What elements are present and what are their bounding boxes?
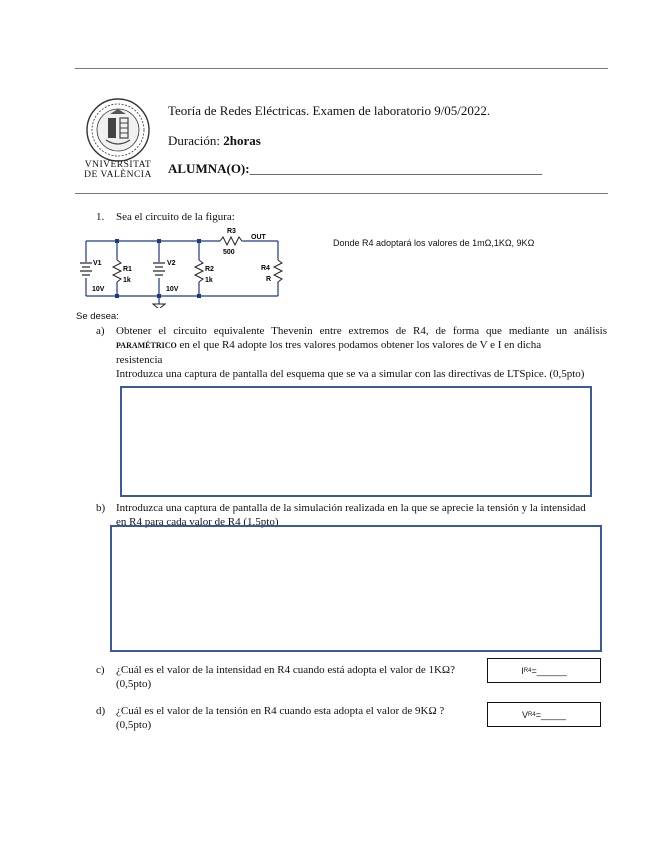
ground-icon	[153, 304, 165, 308]
r4-values-note: Donde R4 adoptará los valores de 1mΩ,1KΩ, 9KΩ	[333, 238, 535, 248]
r2-value: 1k	[205, 277, 213, 284]
answer-box-c[interactable]	[487, 658, 601, 683]
item-b-line-1: Introduzca una captura de pantalla de la simulación realizada en la que se aprecie la tensión y la intensidad	[116, 502, 586, 514]
v1-label: V1	[93, 260, 102, 267]
item-b-letter: b)	[96, 502, 106, 514]
node-dot	[157, 294, 161, 298]
university-seal-icon	[80, 96, 156, 166]
university-name	[80, 160, 156, 180]
item-c-text	[116, 663, 486, 691]
r3-label: R3	[227, 228, 236, 235]
answer-c-rest: =______	[531, 665, 567, 676]
circuit-diagram	[80, 226, 295, 308]
duration-value: 2horas	[223, 133, 261, 148]
university-name-line-1: VNIVERSITAT	[84, 160, 152, 170]
question-number: 1.	[96, 211, 105, 223]
answer-box-d[interactable]	[487, 702, 601, 727]
item-a-line-3: resistencia	[116, 354, 163, 366]
item-a-line-2	[116, 338, 607, 353]
student-name-line[interactable]: _____________________________________________	[249, 161, 543, 176]
answer-box-a[interactable]	[120, 386, 592, 497]
answer-d-prefix: V	[522, 709, 529, 720]
item-d-letter: d)	[96, 705, 106, 717]
item-a-line-2-rest: en el que R4 adopte los tres valores podamos obtener los valores de V e I en dicha	[176, 339, 542, 351]
question-text: Sea el circuito de la figura:	[116, 211, 235, 223]
r2-label: R2	[205, 266, 214, 273]
answer-box-b[interactable]	[110, 525, 602, 652]
parametrico-keyword: PARAMÉTRICO	[116, 341, 177, 350]
item-c-letter: c)	[96, 664, 105, 676]
r4-resistor-icon	[274, 260, 282, 282]
item-b-line-2: en R4 para cada valor de R4 (1,5pto)	[116, 516, 279, 528]
item-c-line-1: ¿Cuál es el valor de la intensidad en R4 cuando está adopta el valor de 1KΩ?	[116, 664, 455, 676]
item-d-line-1: ¿Cuál es el valor de la tensión en R4 cuando esta adopta el valor de 9KΩ ?	[116, 705, 445, 717]
r4-label: R4	[261, 265, 270, 272]
r3-resistor-icon	[220, 237, 244, 245]
r1-value: 1k	[123, 277, 131, 284]
exam-title: Teoría de Redes Eléctricas. Examen de laboratorio 9/05/2022.	[168, 103, 491, 118]
item-a-line-4: Introduzca una captura de pantalla del esquema que se va a simular con las directivas de LTSpice. (0,5pto)	[116, 368, 585, 380]
item-d-line-2: (0,5pto)	[116, 719, 152, 731]
exam-duration	[168, 133, 261, 149]
student-field	[168, 161, 542, 177]
university-logo	[80, 96, 156, 182]
item-a-line-1: Obtener el circuito equivalente Thevenin entre extremos de R4, de forma que mediante un análisis	[116, 325, 607, 337]
duration-label: Duración:	[168, 133, 224, 148]
r2-resistor-icon	[195, 260, 203, 282]
v2-battery-icon	[153, 263, 165, 275]
answer-c-sub: R4	[523, 667, 532, 674]
answer-c-prefix: I	[521, 665, 524, 676]
v1-battery-icon	[80, 263, 92, 275]
header-rule	[75, 193, 608, 194]
node-dot	[197, 294, 201, 298]
university-name-line-2: DE VALÈNCIA	[84, 170, 152, 180]
r4-value: R	[266, 276, 272, 283]
r3-value: 500	[223, 249, 235, 256]
answer-d-rest: =_____	[535, 709, 566, 720]
v1-value: 10V	[92, 286, 105, 293]
top-rule	[75, 68, 608, 69]
item-a-text	[116, 324, 607, 381]
node-dot	[157, 239, 161, 243]
item-a-letter: a)	[96, 325, 105, 337]
r1-label: R1	[123, 266, 132, 273]
se-desea-label: Se desea:	[76, 311, 119, 322]
item-d-text	[116, 704, 486, 732]
node-dot	[115, 239, 119, 243]
out-label: OUT	[251, 234, 266, 241]
student-label: ALUMNA(O):	[168, 161, 250, 176]
answer-d-sub: R4	[528, 711, 536, 718]
r1-resistor-icon	[113, 260, 121, 282]
v2-value: 10V	[166, 286, 179, 293]
item-c-line-2: (0,5pto)	[116, 678, 152, 690]
v2-label: V2	[167, 260, 176, 267]
node-dot	[197, 239, 201, 243]
node-dot	[115, 294, 119, 298]
